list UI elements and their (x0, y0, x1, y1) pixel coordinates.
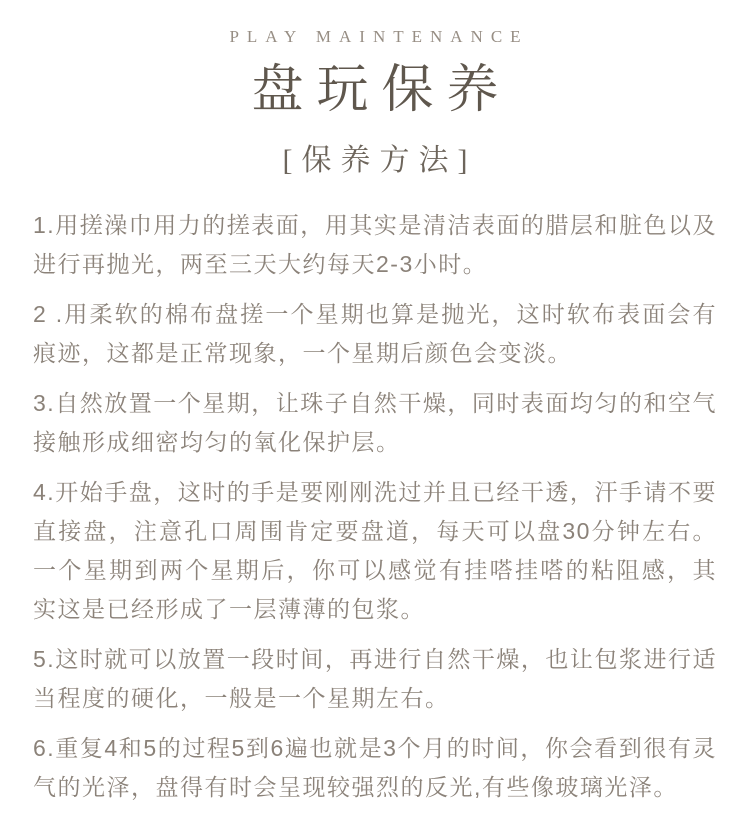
maintenance-step-3: 3.自然放置一个星期，让珠子自然干燥，同时表面均匀的和空气接触形成细密均匀的氧化保护层。 (33, 389, 717, 455)
maintenance-step-4: 4.开始手盘，这时的手是要刚刚洗过并且已经干透，汗手请不要直接盘，注意孔口周围肯定要盘道，每天可以盘30分钟左右。一个星期到两个星期后，你可以感觉有挂嗒挂嗒的粘阻感，其实这是已经形成了一层薄薄的包浆。 (33, 478, 717, 622)
maintenance-step-2: 2 .用柔软的棉布盘搓一个星期也算是抛光，这时软布表面会有痕迹，这都是正常现象，一个星期后颜色会变淡。 (33, 300, 717, 366)
page-title: 盘玩保养 (251, 62, 512, 119)
maintenance-steps-list (33, 206, 717, 807)
maintenance-step-6: 6.重复4和5的过程5到6遍也就是3个月的时间，你会看到很有灵气的光泽，盘得有时会呈现较强烈的反光,有些像玻璃光泽。 (33, 734, 717, 800)
maintenance-step-5: 5.这时就可以放置一段时间，再进行自然干燥，也让包浆进行适当程度的硬化，一般是一个星期左右。 (33, 645, 717, 711)
section-subtitle: [保养方法] (282, 143, 477, 177)
eyebrow-english-heading: PLAY MAINTENANCE (229, 27, 529, 46)
maintenance-step-1: 1.用搓澡巾用力的搓表面，用其实是清洁表面的腊层和脏色以及进行再抛光，两至三天大约每天2-3小时。 (33, 211, 717, 277)
